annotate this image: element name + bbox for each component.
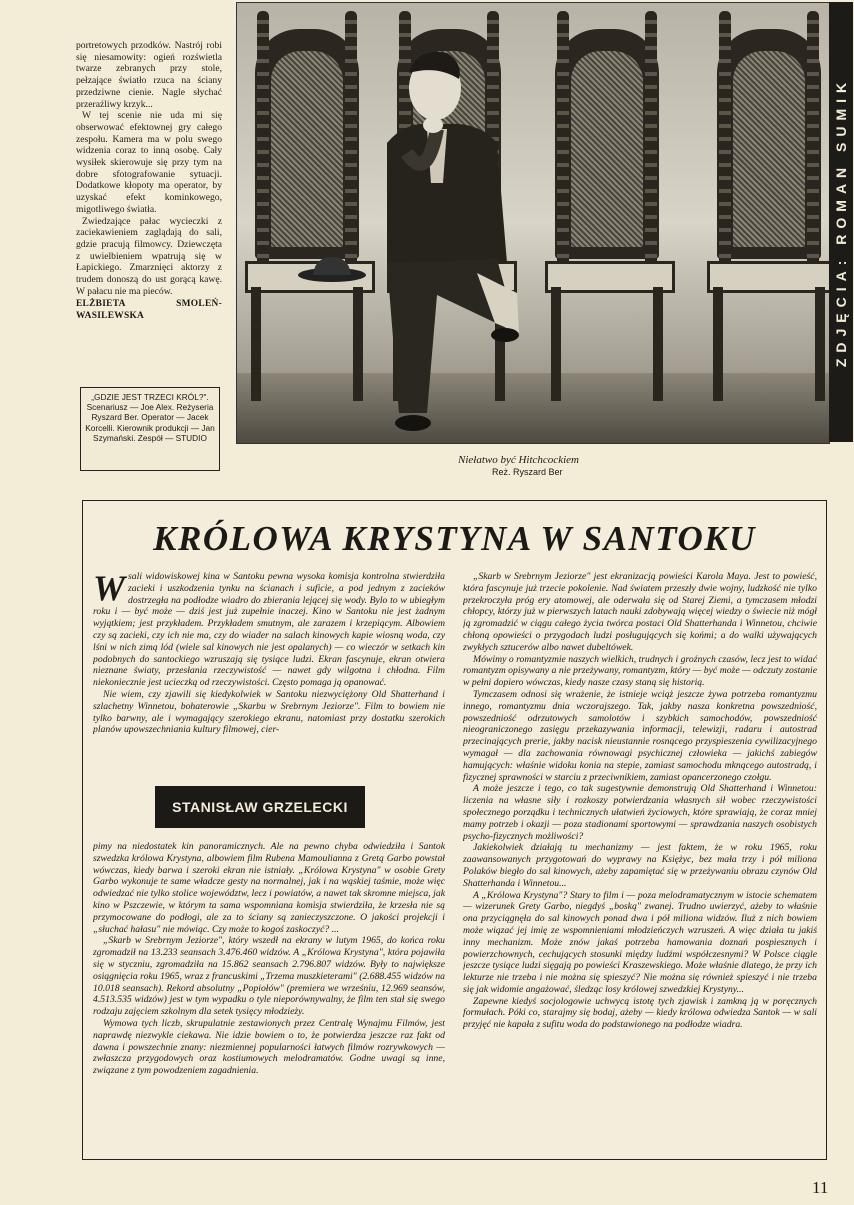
photo-credit-text: ZDJĘCIA: ROMAN SUMIK [833, 76, 849, 368]
page-number: 11 [812, 1178, 829, 1197]
article-title: KRÓLOWA KRYSTYNA W SANTOKU [153, 519, 756, 558]
author-box [155, 786, 365, 828]
left-paragraph: portretowych przodków. Nastrój robi się niesamowity: ogień rozświetla twarze zebranych przy stole, pełzające światło rzuca na ściany przedziwne cienie. Nagle słychać przeraźliwy krzyk... [76, 40, 222, 110]
left-text-column [76, 40, 222, 323]
article-paragraph: Mówimy o romantyzmie naszych wielkich, trudnych i groźnych czasów, lecz jest to widać romantyzm opisywany a nie przeżywany, romantyzm, który — być może — odczuty zostanie w pełni dopiero wówczas, kiedy nasze czasy staną się historią. [463, 653, 817, 689]
article-paragraph: A „Królowa Krystyna"? Stary to film i — poza melodramatycznym w istocie schematem — wizerunek Grety Garbo, niegdyś „boską" zwanej. Trudno uwierzyć, ażeby to właśnie ona przyciągnęła do sal kinowych ponad dwa i pół miliona widzów. Iluż z nich bowiem może wiązać jej imię ze wspomnieniami młodzieńczych wzruszeń. A więc działa tu jakiś inny mechanizm. Może znów jakaś potrzeba hamowania doznań pospiesznych i powierzchownych, cechujących stosunki między ludźmi współczesnymi? W Polsce ciągle jeszcze tysiące ludzi sięgają po powieści Kraszewskiego. Może właśnie dlatego, że przy ich lekturze nie trzeba i nie można się spieszyć? Nie można się również spieszyć i nie trzeba się jak widomie angażować, śledząc losy królowej szwedzkiej Krystyny... [463, 889, 817, 995]
photo-caption: Niełatwo być Hitchcockiem [458, 454, 579, 466]
article-column-1-top [93, 571, 445, 783]
film-credits-box [80, 387, 220, 471]
article-paragraph: Zapewne kiedyś socjologowie uchwycą istotę tych zjawisk i zamkną ją w poręcznych formułach. Póki co, starajmy się bodaj, ażeby — kiedy królowa odwiedza Santok — w sali przyjęć nie kapała z sufitu woda do podstawionego na podłodze wiadra. [463, 995, 817, 1031]
drop-cap: W [93, 571, 126, 608]
article-paragraph: Nie wiem, czy zjawili się kiedykolwiek w Santoku niezwyciężony Old Shatterhand i szlachetny Winnetou, bohaterowie „Skarbu w Srebrnym Jeziorze". Film to bowiem nie tylko barwny, ale i wymagający szerokiego ekranu, natomiast przy dostatku szerokich planów upowszechniania kultury filmowej, cier- [93, 688, 445, 736]
chair-image [245, 11, 369, 401]
photo-credit-strip [829, 2, 853, 442]
photo-caption-credit: Reż. Ryszard Ber [492, 467, 563, 477]
article-paragraph: Jakiekolwiek działają tu mechanizmy — jest faktem, że w roku 1965, roku zaawansowanych przygotowań do wyprawy na Księżyc, bez mała trzy i pół miliona Polaków biegło do sal kinowych, ażeby zapamiętać się w przeżywaniu obrazu czynów Old Shatterhanda i Winnetou... [463, 842, 817, 889]
article-author: STANISŁAW GRZELECKI [172, 799, 348, 815]
article-paragraph: „Skarb w Srebrnym Jeziorze", który wszedł na ekrany w lutym 1965, do końca roku zgromadził na 13.233 seansach 3.476.460 widzów. A „Królowa Krystyna", która pojawiła się w styczniu, zgromadziła na 15.862 seansach 2.796.807 widzów. Były to największe osiągnięcia roku 1965, wraz z francuskimi „Trzema muszkieterami" (2.688.455 widzów na 10.018 seansach). Rekord absolutny „Popiołów" (premiera we wrześniu, 12.969 seansów, 4.513.535 widzów) jest w tym wypadku o tyle nieporównywalny, że film ten stał się swego rodzaju zajęciem szkolnym dla setek tysięcy młodzieży. [93, 935, 445, 1018]
article-box [82, 500, 827, 1160]
article-paragraph: Tymczasem odnosi się wrażenie, że istnieje wciąż jeszcze żywa potrzeba romantyzmu innego, romantyzmu dnia wczorajszego. Tak, jakby nasza konkretna powszedniość, powszedniość odrzutowych samolotów i szybkich samochodów, powszedniość nieograniczonego zasięgu przekazywania informacji, telewizji, radaru i autostrad przecinających prerie, jakby nacisk nieustannie rosnącego przyspieszenia cywilizacyjnego wymagał — dla zachowania równowagi psychicznej człowieka — jakichś zabiegów hamujących: właśnie widoku konia na stepie, zamiast samochodu mknącego autostradą, i fizycznej sprawności w starciu z przeciwnikiem, zamiast opancerzonego czołgu. [463, 688, 817, 783]
article-paragraph: Wymowa tych liczb, skrupulatnie zestawionych przez Centralę Wynajmu Filmów, jest naprawdę niezwykle ciekawa. Nie idzie bowiem o to, że potwierdza jeszcze raz fakt od dawna i powszechnie znany: niezmiennej popularności łatwych filmów rozrywkowych — zwłaszcza przygodowych oraz kostiumowych melodramatów. Godne uwagi są inne, związane z tym powodzeniem zagadnienia. [93, 1017, 445, 1077]
left-paragraph: W tej scenie nie uda mi się obserwować efektownej gry całego zespołu. Kamera ma w polu swego widzenia coraz to inną osobę. Cały wysiłek skierowuje się przy tym na dobre sfotografowanie sytuacji. Dodatkowe kłopoty ma operator, by uzyskać efekt kominkowego, migotliwego światła. [76, 110, 222, 215]
chair-image [707, 11, 830, 401]
hat-image [297, 253, 367, 283]
article-paragraph: „Skarb w Srebrnym Jeziorze" jest ekranizacją powieści Karola Maya. Jest to powieść, która fascynuje już trzecie pokolenie. Nad światem przeszły dwie wojny, ludzkość nie tylko przekroczyła próg ery atomowej, ale oderwała się od Starej Ziemi, a tymczasem młodzi chłopcy, którzy już w pierwszych latach nauki zdobywają więcej wiedzy o świecie niż mógł ją zgromadzić w ciągu całego życia twórca postaci Old Shatterhanda i Winnetou, chciwie chłoną opowieści o przygodach ludzi posługujących się końmi; a do walki używających zwykłych sztucerów albo nawet dubeltówek. [463, 571, 817, 653]
author-byline: ELŻBIETA SMOLEŃ-WASILEWSKA [76, 299, 222, 322]
article-column-1-bottom [93, 841, 445, 1151]
seated-man-figure [367, 33, 537, 433]
article-column-2 [463, 571, 817, 1153]
article-paragraph: A może jeszcze i tego, co tak sugestywnie demonstrują Old Shatterhand i Winnetou: liczenia na własne siły i rozkoszy potwierdzania własnych sił wobec rzeczywistości społecznego porządku i technicznych ułatwień życiowych, które sprawiają, że coraz mniej mamy potrzeb i okazji — poza stadionami sportowymi — sprawdzania naszych osobistych psycho-fizycznych możliwości? [463, 783, 817, 842]
chair-image [545, 11, 669, 401]
film-set-photo [236, 2, 830, 444]
left-paragraph: Zwiedzające pałac wycieczki z zaciekawieniem zaglądają do sali, gdzie pracują filmowcy. Dziewczęta z uwielbieniem wpatrują się w Łapickiego. Zmarznięci aktorzy z trudem donoszą do ust gorącą kawę. W pałacu nie ma pieców. [76, 215, 222, 297]
film-credits-text: „GDZIE JEST TRZECI KRÓL?". Scenariusz — Joe Alex. Reżyseria Ryszard Ber. Operator — Jacek Korcelli. Kierownik produkcji — Jan Szymański. Zespół — STUDIO [85, 392, 215, 443]
article-paragraph: sali widowiskowej kina w Santoku pewna wysoka komisja kontrolna stwierdziła zacieki i uszkodzenia tynku na ścianach i suficie, a pod jednym z zacieków dostrzegła na podłodze wiadro do zbierania lejącej się wody. Bylo to w ubiegłym roku i — być może — dziś jest już zupełnie inaczej. Kino w Santoku nie jest żadnym wyjątkiem; jest przykładem. Przykładem smutnym, ale zarazem i krzepiącym. Albowiem czy są zacieki, czy ich nie ma, czy do wiader na salach kinowych kapie wiosną woda, czy lśni w nich zimą lód (wiele sal kinowych nie jest opalanych) — co wieczór w setkach kin podobnych do santockiego wzruszają się tysiące ludzi. Ekran fascynuje, ekran otwiera nieznane światy, przesłania rzeczywistość — nawet gdy wilgotna i chłodna. Film niekoniecznie jest ucieczką od rzeczywistości. Często pomaga ją opanować. [93, 571, 445, 689]
article-paragraph: pimy na niedostatek kin panoramicznych. Ale na pewno chyba odwiedziła i Santok szwedzka królowa Krystyna, albowiem film Rubena Mamoulianna z Gretą Garbo powstał wówczas, kiedy barwa i szeroki ekran nie istniały. „Królowa Krystyna" w osobie Grety Garbo wykonuje te same władcze gesty na normalnej, jak i na wąskiej taśmie, może więc odwiedzać nie tylko stolice województw, lecz i powiatów, a nawet tak skromne miejsca, jak kino w Pszczewie, w którym ta sama wspomniana komisja stwierdziła, że krzesła nie są przymocowane do podłogi, ale za to ściany są zanieczyszczone. O jakości projekcji i „słuchać hałasu" nie mówiąc. Czy może to kogoś zaskoczyć? ... [93, 841, 445, 935]
